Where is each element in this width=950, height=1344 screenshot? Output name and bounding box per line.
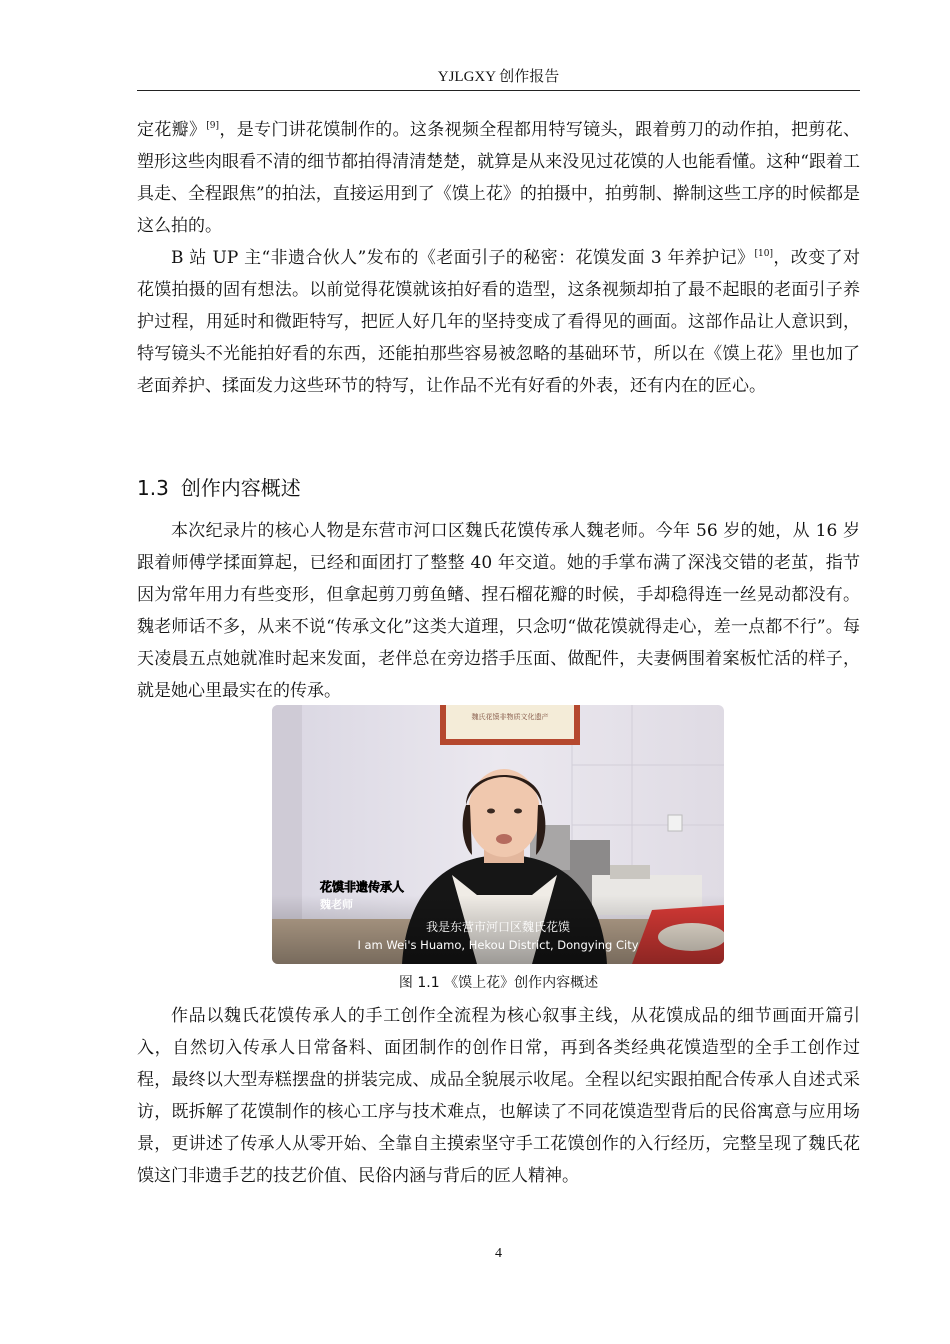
paragraph-4: 作品以魏氏花馍传承人的手工创作全流程为核心叙事主线，从花馍成品的细节画面开篇引入，自然切入传承人日常备料、面团制作的创作日常，再到各类经典花馍造型的全手工创作过程，最终以大型寿糕摆盘的拼装完成、成品全貌展示收尾。全程以纪实跟拍配合传承人自述式采访，既拆解了花馍制作的核心工序与技术难点，也解读了不同花馍造型背后的民俗寓意与应用场景，更讲述了传承人从零开始、全靠自主摸索坚守手工花馍创作的入行经历，完整呈现了魏氏花馍这门非遗手艺的技艺价值、民俗内涵与背后的匠人精神。 [137, 1006, 860, 1186]
certificate-plaque [440, 705, 580, 745]
subtitle-english: I am Wei's Huamo, Hekou District, Dongying City [357, 938, 639, 952]
header-title: YJLGXY 创作报告 [437, 69, 560, 85]
section-number: 1.3 [137, 476, 169, 500]
page-number: 4 [495, 1246, 502, 1261]
section-title: 创作内容概述 [180, 476, 301, 500]
citation-9[interactable]: [9] [206, 121, 220, 131]
body-block-3 [137, 1000, 860, 1192]
certificate-line: 魏氏花馍非物质文化遗产 [471, 713, 549, 721]
citation-10[interactable]: [10] [754, 249, 773, 259]
paragraph-1-text-b: ，是专门讲花馍制作的。这条视频全程都用特写镜头，跟着剪刀的动作拍，把剪花、塑形这些肉眼看不清的细节都拍得清清楚楚，就算是从来没见过花馍的人也能看懂。这种“跟着工具走、全程跟焦”的拍法，直接运用到了《馍上花》的拍摄中，拍剪制、擀制这些工序的时候都是这么拍的。 [137, 120, 861, 236]
video-still-illustration [272, 705, 724, 964]
body-block-2 [137, 515, 860, 707]
paragraph-2 [137, 242, 860, 402]
figure-caption: 图 1.1 《馍上花》创作内容概述 [398, 975, 599, 991]
paragraph-2-text-a: B 站 UP 主“非遗合伙人”发布的《老面引子的秘密：花馍发面 3 年养护记》 [171, 248, 755, 268]
figure-video-still [272, 705, 724, 964]
section-heading [137, 472, 301, 504]
body-block-1 [137, 114, 860, 402]
paragraph-3: 本次纪录片的核心人物是东营市河口区魏氏花馍传承人魏老师。今年 56 岁的她，从 16 岁跟着师傅学揉面算起，已经和面团打了整整 40 年交道。她的手掌布满了深浅交错的老茧，指节因为常年用力有些变形，但拿起剪刀剪鱼鳍、捏石榴花瓣的时候，手却稳得连一丝晃动都没有。魏老师话不多，从来不说“传承文化”这类大道理，只念叨“做花馍就得走心，差一点都不行”。每天凌晨五点她就准时起来发面，老伴总在旁边搭手压面、做配件，夫妻俩围着案板忙活的样子，就是她心里最实在的传承。 [137, 521, 860, 701]
subtitle-chinese: 我是东营市河口区魏氏花馍 [425, 920, 571, 934]
paragraph-1 [137, 114, 860, 242]
paragraph-1-text-a: 定花瓣》 [137, 120, 207, 140]
title-card-text: 花馍非遗传承人 [320, 880, 405, 894]
paragraph-2-text-b: ，改变了对花馍拍摄的固有想法。以前觉得花馍就该拍好看的造型，这条视频却拍了最不起眼的老面引子养护过程，用延时和微距特写，把匠人好几年的坚持变成了看得见的画面。这部作品让人意识到，特写镜头不光能拍好看的东西，还能拍那些容易被忽略的基础环节，所以在《馍上花》里也加了老面养护、揉面发力这些环节的特写，让作品不光有好看的外表，还有内在的匠心。 [137, 248, 861, 396]
page-header [137, 66, 860, 91]
name-card-text: 魏老师 [320, 898, 353, 911]
